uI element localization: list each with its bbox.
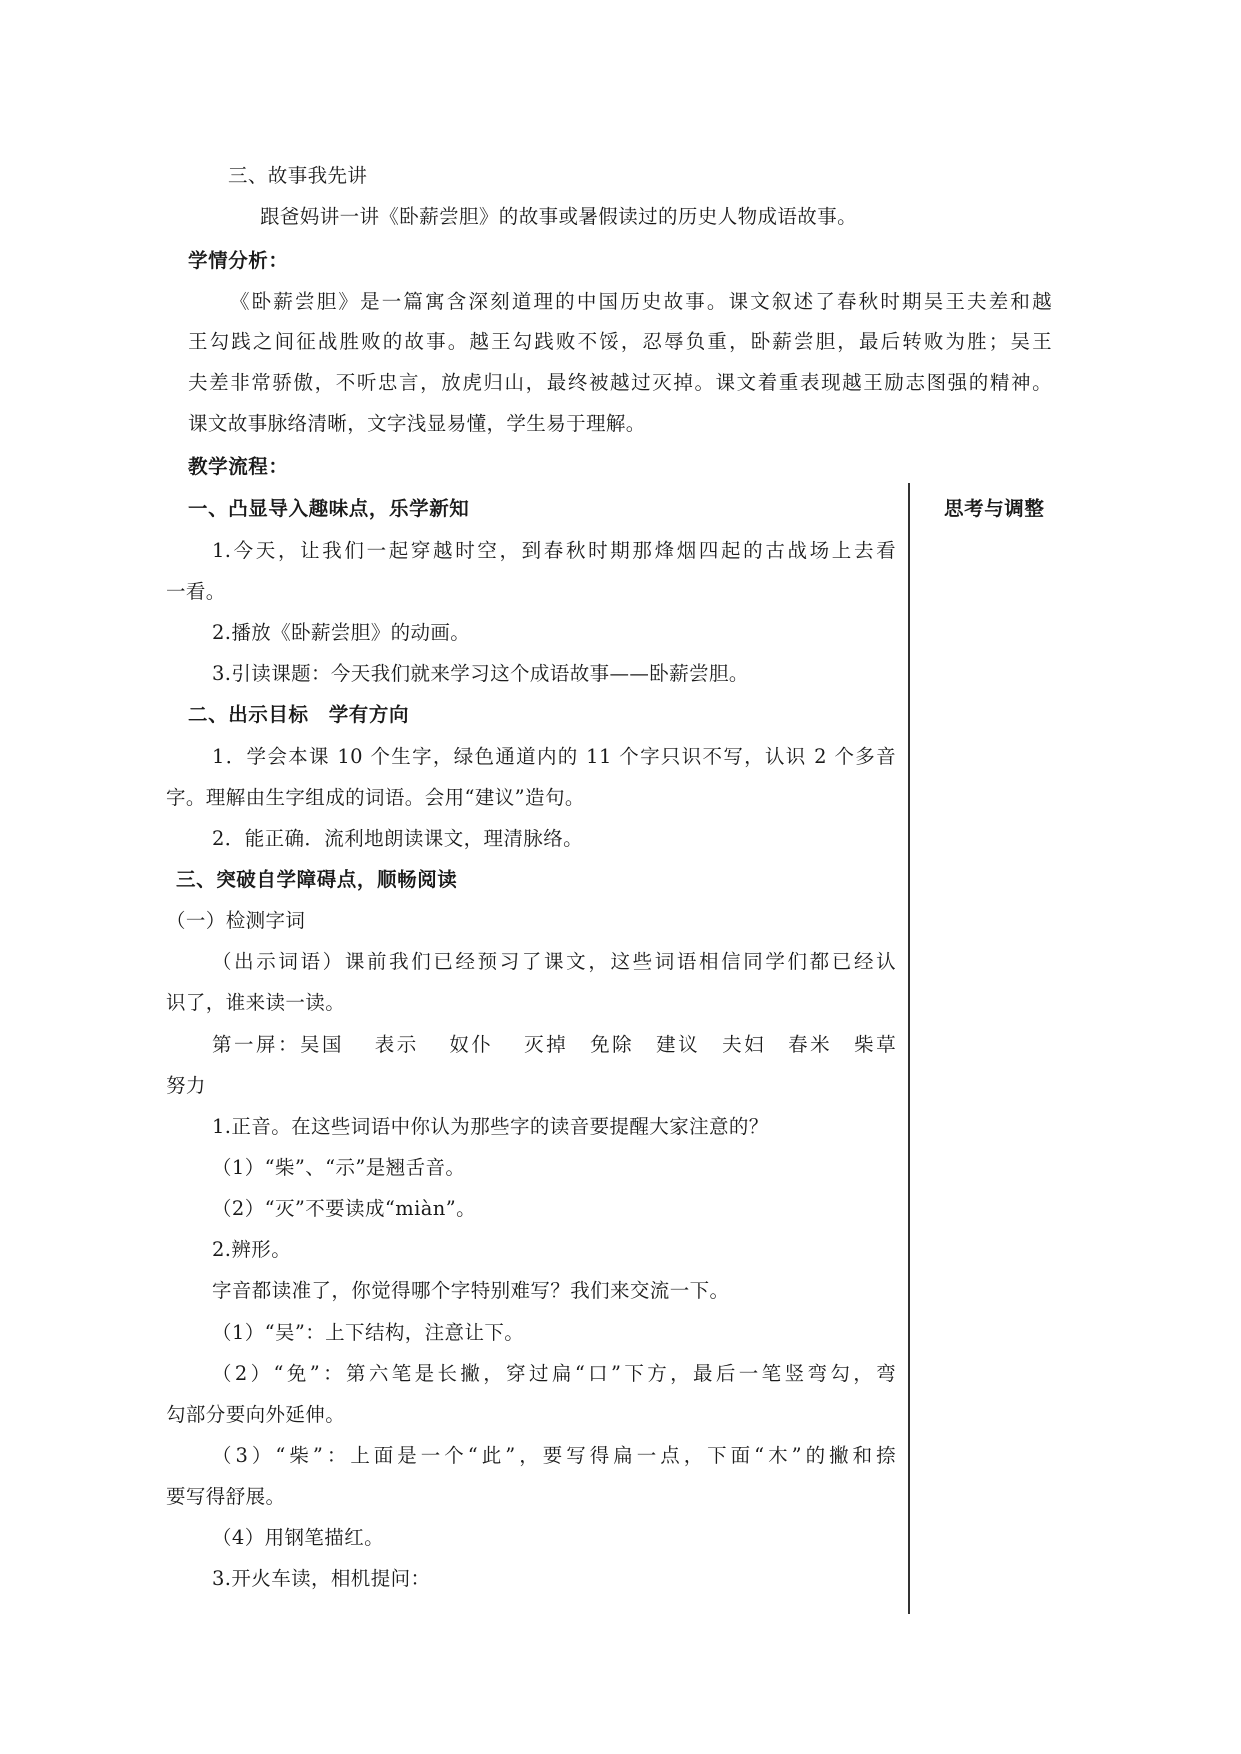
flow-line: （一）检测字词 <box>166 909 306 932</box>
flow-line: （出示词语）课前我们已经预习了课文，这些词语相信同学们都已经认 <box>212 950 896 973</box>
analysis-heading: 学情分析： <box>188 249 289 272</box>
flow-line: （1）“柴”、“示”是翘舌音。 <box>212 1156 466 1179</box>
flow-line: 一看。 <box>166 580 226 603</box>
flow-line: 1．学会本课 10 个生字，绿色通道内的 11 个字只识不写，认识 2 个多音 <box>212 745 896 768</box>
flow-line: （4）用钢笔描红。 <box>212 1526 385 1549</box>
side-column-heading: 思考与调整 <box>944 497 1045 520</box>
flow-line: 识了，谁来读一读。 <box>166 991 346 1014</box>
flow-heading: 一、凸显导入趣味点，乐学新知 <box>188 497 470 520</box>
flow-line: （2）“灭”不要读成“miàn”。 <box>212 1197 476 1220</box>
flow-line: 字。理解由生字组成的词语。会用“建议”造句。 <box>166 786 585 809</box>
flow-line: （1）“吴”：上下结构，注意让下。 <box>212 1321 525 1344</box>
flow-line: 3.引读课题：今天我们就来学习这个成语故事——卧薪尝胆。 <box>212 662 749 685</box>
flow-line: 2．能正确．流利地朗读课文，理清脉络。 <box>212 827 584 850</box>
analysis-line: 《卧薪尝胆》是一篇寓含深刻道理的中国历史故事。课文叙述了春秋时期吴王夫差和越 <box>230 290 1052 313</box>
section-three-body: 跟爸妈讲一讲《卧薪尝胆》的故事或暑假读过的历史人物成语故事。 <box>260 205 858 228</box>
flow-line: 2.播放《卧薪尝胆》的动画。 <box>212 621 471 644</box>
column-divider <box>908 483 910 1614</box>
analysis-line: 课文故事脉络清晰，文字浅显易懂，学生易于理解。 <box>188 412 646 435</box>
flow-heading: 二、出示目标 学有方向 <box>188 703 410 726</box>
flow-heading: 三、突破自学障碍点，顺畅阅读 <box>176 868 458 891</box>
flow-line: 3.开火车读，相机提问： <box>212 1567 431 1590</box>
process-heading: 教学流程： <box>188 455 289 478</box>
flow-line: 第一屏：吴国 表示 奴仆 灭掉 免除 建议 夫妇 春米 柴草 <box>212 1033 896 1056</box>
flow-line: 要写得舒展。 <box>166 1485 286 1508</box>
flow-line: 1.今天，让我们一起穿越时空，到春秋时期那烽烟四起的古战场上去看 <box>212 539 896 562</box>
analysis-line: 王勾践之间征战胜败的故事。越王勾践败不馁，忍辱负重，卧薪尝胆，最后转败为胜；吴王 <box>188 330 1052 353</box>
flow-line: 字音都读准了，你觉得哪个字特别难写？我们来交流一下。 <box>212 1279 730 1302</box>
flow-line: 勾部分要向外延伸。 <box>166 1403 346 1426</box>
flow-line: 2.辨形。 <box>212 1238 292 1261</box>
flow-line: （2）“免”：第六笔是长撇，穿过扁“口”下方，最后一笔竖弯勾，弯 <box>212 1362 896 1385</box>
analysis-line: 夫差非常骄傲，不听忠言，放虎归山，最终被越过灭掉。课文着重表现越王励志图强的精神。 <box>188 371 1052 394</box>
flow-line: 1.正音。在这些词语中你认为那些字的读音要提醒大家注意的？ <box>212 1115 769 1138</box>
flow-line: 努力 <box>166 1074 206 1097</box>
section-three-title: 三、故事我先讲 <box>228 164 368 187</box>
flow-line: （3）“柴”：上面是一个“此”，要写得扁一点，下面“木”的撇和捺 <box>212 1444 896 1467</box>
